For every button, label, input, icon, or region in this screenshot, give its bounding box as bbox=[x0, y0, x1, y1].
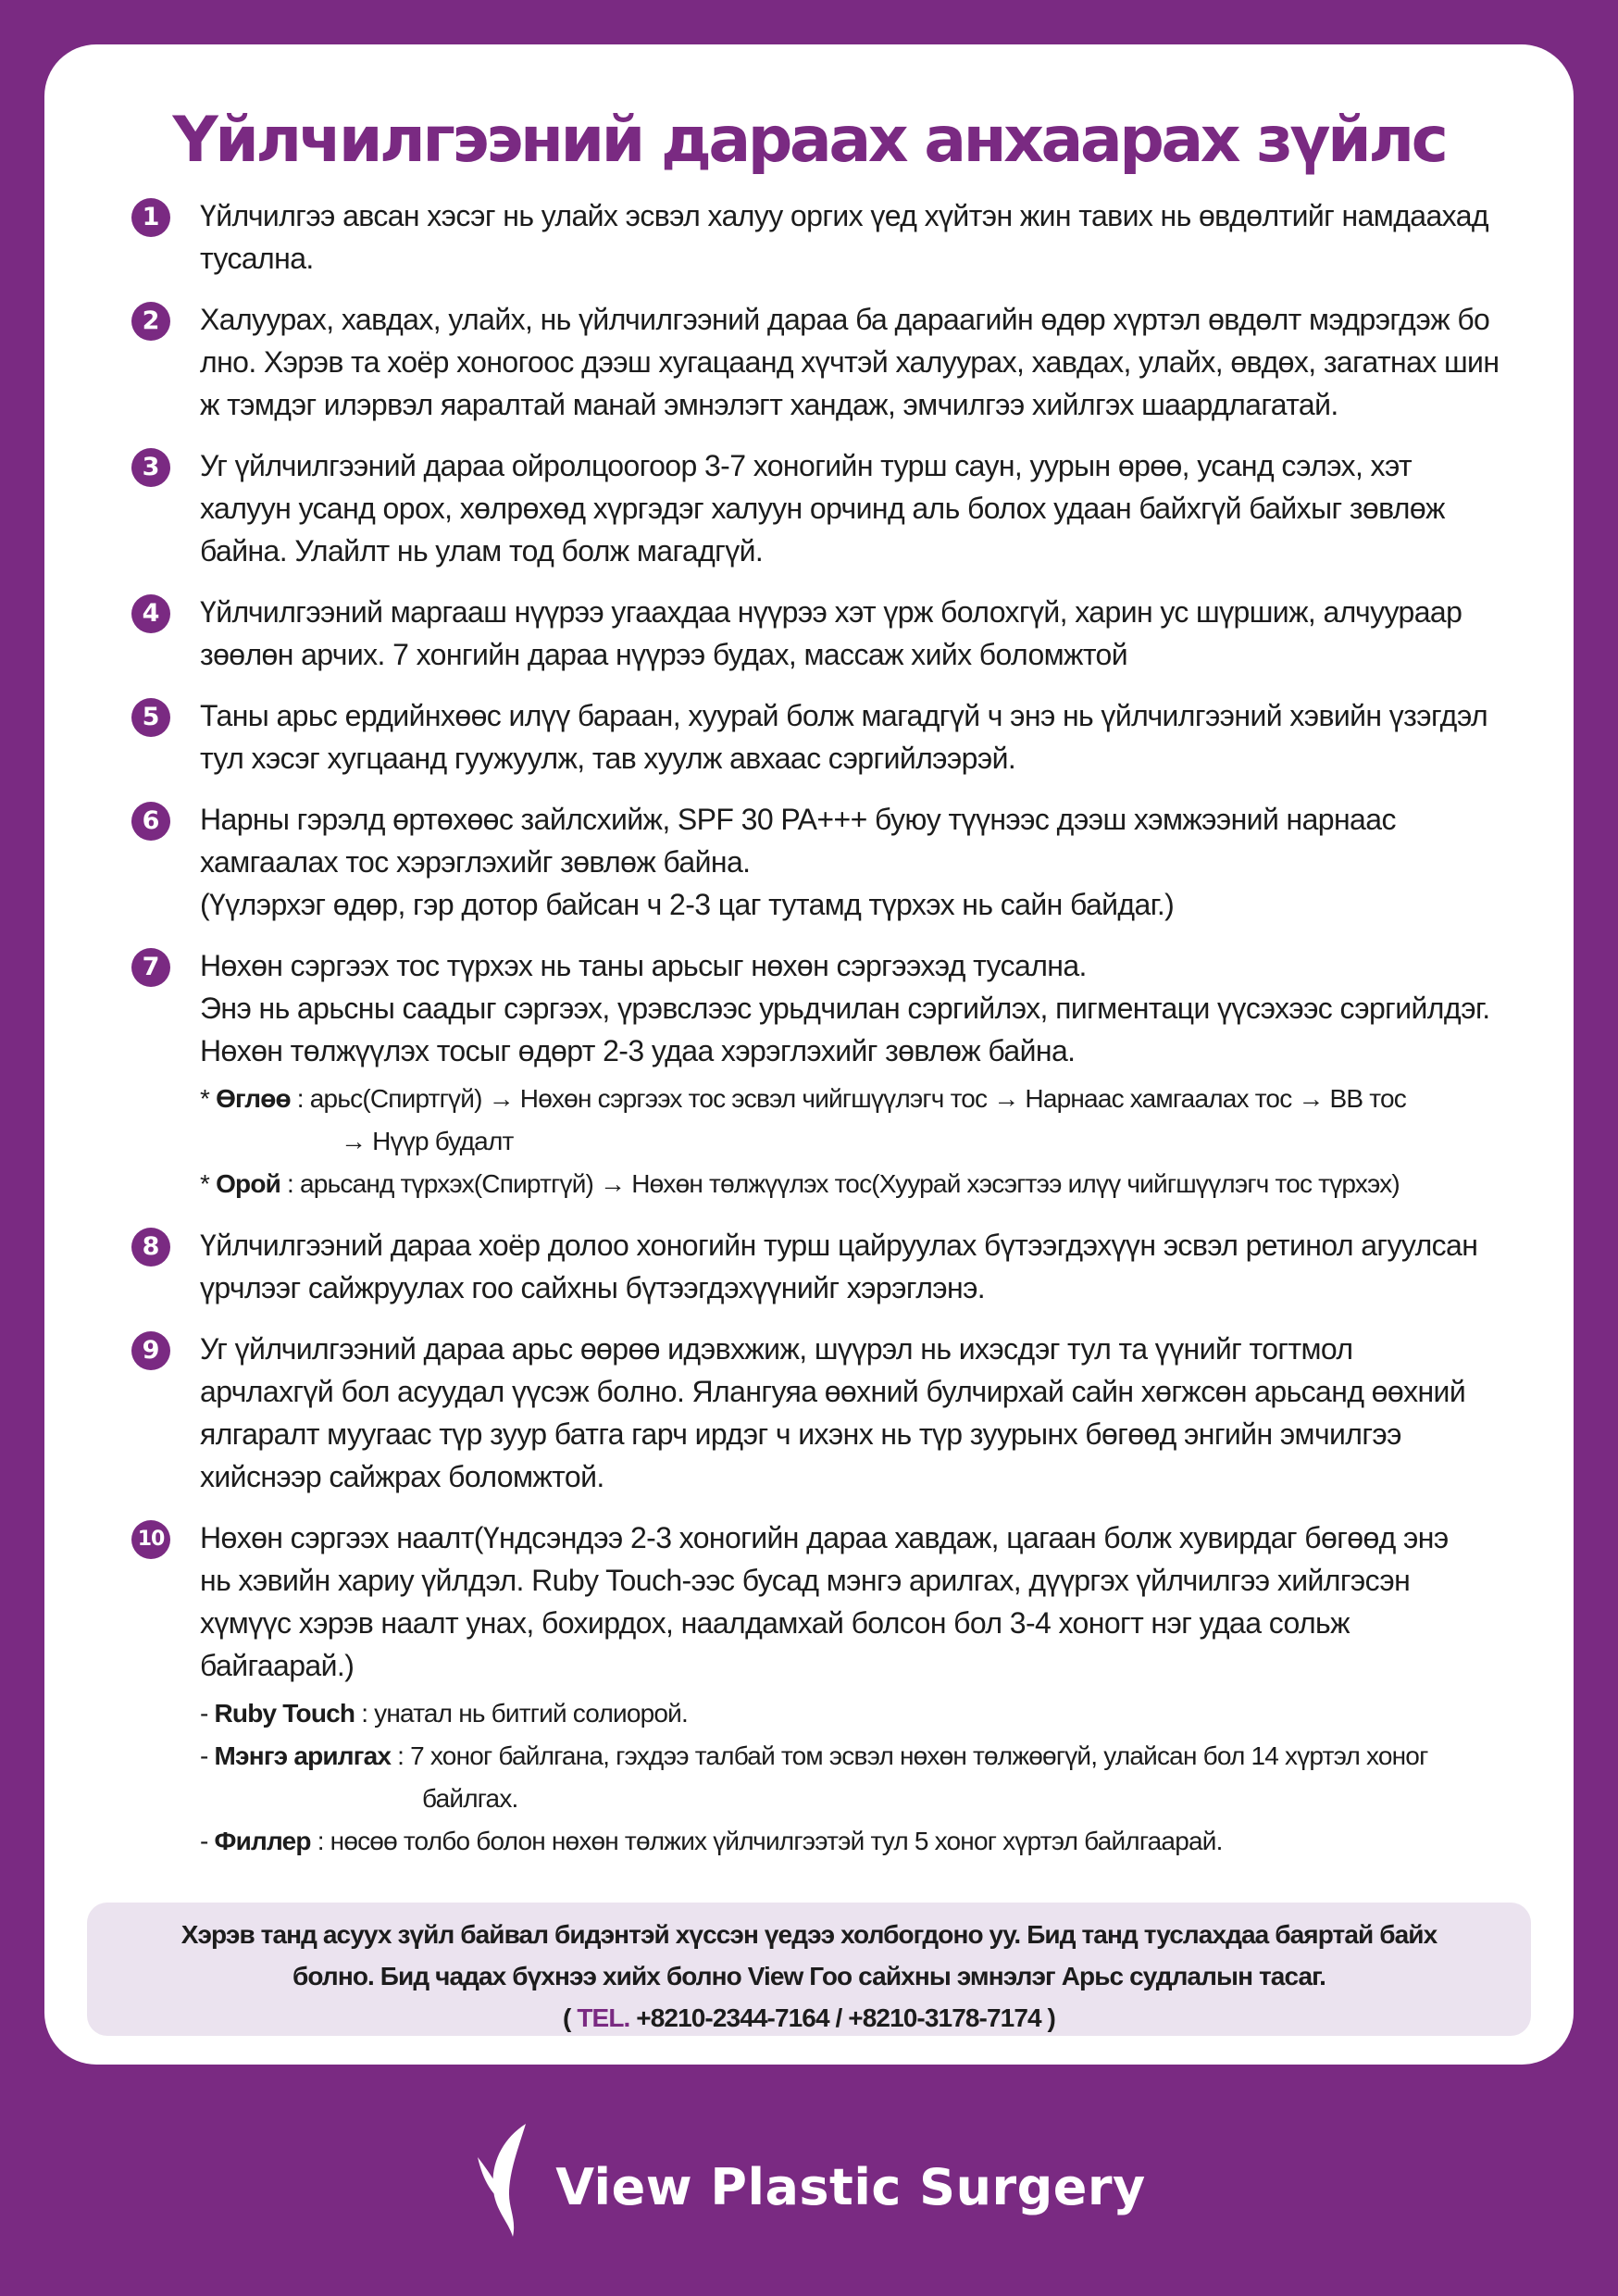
contact-line-1: Хэрэв танд асуух зүйл байвал бидэнтэй хүссэн үедээ холбогдоно уу. Бид танд туслахдаа баяртай байх bbox=[180, 1920, 1438, 1949]
sub-separator: : bbox=[310, 1827, 330, 1855]
item-line: хамгаалах тос хэрэглэхийг зөвлөж байна. bbox=[200, 845, 751, 879]
item-line: Нөхөн төлжүүлэх тосыг өдөрт 2-3 удаа хэрэглэхийг зөвлөж байна. bbox=[200, 1034, 1076, 1067]
item-line: Үйлчилгээний маргааш нүүрээ угаахдаа нүүрээ хэт үрж болохгүй, харин ус шүршиж, алчуураар bbox=[200, 595, 1462, 629]
contact-phone bbox=[87, 1997, 1531, 2039]
list-item bbox=[91, 1516, 1531, 1863]
sub-text: арьсанд түрхэх(Спиртгүй) → Нөхөн төлжүүлэх тос(Хуурай хэсэгтээ илүү чийгшүүлэгч тос түрхэх) bbox=[300, 1169, 1400, 1198]
tel-open: ( bbox=[563, 2003, 578, 2032]
sub-list bbox=[200, 1078, 1531, 1205]
list-item bbox=[91, 194, 1531, 280]
item-line: нь хэвийн хариу үйлдэл. Ruby Touch-ээс бусад мэнгэ арилгах, дүүргэх үйлчилгээ хийлгэсэн bbox=[200, 1564, 1411, 1597]
item-text bbox=[200, 944, 1531, 1205]
sub-continuation: байлгах. bbox=[422, 1784, 518, 1813]
item-text bbox=[200, 1516, 1531, 1863]
item-line: Халуурах, хавдах, улайх, нь үйлчилгээний дараа ба дараагийн өдөр хүртэл өвдөлт мэдрэгдэж бо bbox=[200, 303, 1490, 336]
list-item bbox=[91, 591, 1531, 676]
item-number-badge: 9 bbox=[131, 1331, 170, 1370]
sub-prefix: * bbox=[200, 1169, 217, 1198]
item-line: зөөлөн арчих. 7 хонгийн дараа нүүрээ будах, массаж хийх боломжтой bbox=[200, 638, 1128, 671]
item-number-badge: 8 bbox=[131, 1228, 170, 1267]
sub-separator: : bbox=[391, 1741, 411, 1770]
item-line: хүмүүс хэрэв наалт унах, бохирдох, наалдамхай болсон бол 3-4 хоногт нэг удаа сольж bbox=[200, 1606, 1350, 1640]
list-item bbox=[91, 798, 1531, 926]
item-number-badge: 10 bbox=[131, 1520, 170, 1559]
item-line: (Үүлэрхэг өдөр, гэр дотор байсан ч 2-3 цаг тутамд түрхэх нь сайн байдаг.) bbox=[200, 888, 1175, 921]
sub-separator: : bbox=[290, 1084, 310, 1113]
sub-separator: : bbox=[355, 1699, 375, 1728]
sub-label: Орой bbox=[216, 1169, 281, 1198]
item-line: Үйлчилгээний дараа хоёр долоо хоногийн турш цайруулах бүтээгдэхүүн эсвэл ретинол агуулсан bbox=[200, 1229, 1478, 1262]
content-card bbox=[44, 44, 1574, 2065]
sub-item bbox=[200, 1820, 1531, 1863]
sub-item bbox=[200, 1692, 1531, 1735]
tel-numbers: +8210-2344-7164 / +8210-3178-7174 ) bbox=[629, 2003, 1055, 2032]
sub-item bbox=[200, 1078, 1531, 1163]
item-line: байна. Улайлт нь улам тод болж магадгүй. bbox=[200, 534, 764, 568]
page-title: Үйлчилгээний дараах анхаарах зүйлс bbox=[172, 104, 1446, 177]
item-line: Энэ нь арьсны саадыг сэргээх, үрэвслээс урьдчилан сэргийлэх, пигментаци үүсэхээс сэргийлдэг. bbox=[200, 992, 1490, 1025]
item-line: ж тэмдэг илэрвэл яаралтай манай эмнэлэгт хандаж, эмчилгээ хийлгэх шаардлагатай. bbox=[200, 388, 1338, 421]
item-line: лно. Хэрэв та хоёр хоногоос дээш хугацаанд хүчтэй халуурах, хавдах, улайх, өвдөх, загатнах шин bbox=[200, 345, 1500, 379]
item-number-badge: 1 bbox=[131, 198, 170, 237]
item-line: Нөхөн сэргээх тос түрхэх нь таны арьсыг нөхөн сэргээхэд тусална. bbox=[200, 949, 1087, 982]
item-line: үрчлээг сайжруулах гоо сайхны бүтээгдэхүүнийг хэрэглэнэ. bbox=[200, 1271, 986, 1304]
sub-prefix: * bbox=[200, 1084, 217, 1113]
item-text bbox=[200, 1224, 1531, 1309]
item-number-badge: 4 bbox=[131, 594, 170, 633]
sub-label: Ruby Touch bbox=[214, 1699, 355, 1728]
item-line: арчлахгүй бол асуудал үүсэж болно. Ялангуяа өөхний булчирхай сайн хөгжсөн арьсанд өөхний bbox=[200, 1375, 1466, 1408]
item-number-badge: 5 bbox=[131, 698, 170, 737]
sub-separator: : bbox=[280, 1169, 301, 1198]
item-text bbox=[200, 798, 1531, 926]
item-number-badge: 3 bbox=[131, 448, 170, 487]
item-line: тусална. bbox=[200, 242, 314, 275]
sub-text: арьс(Спиртгүй) → Нөхөн сэргээх тос эсвэл чийгшүүлэгч тос → Нарнаас хамгаалах тос → BB тос bbox=[309, 1084, 1406, 1113]
sub-list bbox=[200, 1692, 1531, 1863]
item-line: Уг үйлчилгээний дараа арьс өөрөө идэвхжиж, шүүрэл нь ихэсдэг тул та үүнийг тогтмол bbox=[200, 1332, 1353, 1366]
item-text bbox=[200, 298, 1531, 426]
sub-prefix: - bbox=[200, 1699, 215, 1728]
tel-label: TEL. bbox=[577, 2003, 630, 2032]
item-text bbox=[200, 591, 1531, 676]
item-line: Уг үйлчилгээний дараа ойролцоогоор 3-7 хоногийн турш саун, уурын өрөө, усанд сэлэх, хэт bbox=[200, 449, 1413, 482]
list-item bbox=[91, 944, 1531, 1205]
item-line: тул хэсэг хугцаанд гуужуулж, тав хуулж авхаас сэргийлээрэй. bbox=[200, 742, 1016, 775]
item-line: халуун усанд орох, хөлрөхөд хүргэдэг халуун орчинд аль болох удаан байхгүй байхыг зөвлөж bbox=[200, 492, 1445, 525]
list-item bbox=[91, 1328, 1531, 1498]
item-line: байгаарай.) bbox=[200, 1649, 355, 1682]
sub-item bbox=[200, 1735, 1531, 1820]
item-number-badge: 6 bbox=[131, 802, 170, 841]
item-line: Үйлчилгээ авсан хэсэг нь улайх эсвэл халуу оргих үед хүйтэн жин тавих нь өвдөлтийг намдаахад bbox=[200, 199, 1488, 232]
sub-text: 7 хоног байлгана, гэхдээ талбай том эсвэл нөхөн төлжөөгүй, улайсан бол 14 хүртэл хоног bbox=[410, 1741, 1428, 1770]
item-text bbox=[200, 694, 1531, 780]
sub-label: Филлер bbox=[214, 1827, 311, 1855]
item-line: Нөхөн сэргээх наалт(Үндсэндээ 2-3 хоногийн дараа хавдаж, цагаан болж хувирдаг бөгөөд энэ bbox=[200, 1521, 1449, 1554]
brand-footer bbox=[0, 2120, 1618, 2240]
sub-text: нөсөө толбо болон нөхөн төлжих үйлчилгээтэй тул 5 хоног хүртэл байлгаарай. bbox=[330, 1827, 1223, 1855]
sub-item bbox=[200, 1163, 1531, 1205]
item-number-badge: 7 bbox=[131, 948, 170, 987]
list-item bbox=[91, 444, 1531, 572]
list-item bbox=[91, 298, 1531, 426]
list-item bbox=[91, 1224, 1531, 1309]
item-line: хийснээр сайжрах боломжтой. bbox=[200, 1460, 604, 1493]
item-text bbox=[200, 1328, 1531, 1498]
list-item bbox=[91, 694, 1531, 780]
item-text bbox=[200, 444, 1531, 572]
item-line: Таны арьс ердийнхөөс илүү бараан, хуурай болж магадгүй ч энэ нь үйлчилгээний хэвийн үзэгдэл bbox=[200, 699, 1488, 732]
brand-name: View Plastic Surgery bbox=[555, 2157, 1146, 2216]
item-line: ялгаралт муугаас түр зуур батга гарч ирдэг ч ихэнх нь түр зуурынх бөгөөд энгийн эмчилгээ bbox=[200, 1417, 1401, 1451]
feather-leaf-icon bbox=[472, 2120, 539, 2240]
item-text bbox=[200, 194, 1531, 280]
sub-label: Өглөө bbox=[216, 1084, 291, 1113]
sub-continuation: → Нүүр будалт bbox=[341, 1127, 514, 1155]
sub-prefix: - bbox=[200, 1741, 215, 1770]
instruction-list bbox=[91, 194, 1531, 1881]
item-number-badge: 2 bbox=[131, 302, 170, 341]
item-line: Нарны гэрэлд өртөхөөс зайлсхийж, SPF 30 PA+++ буюу түүнээс дээш хэмжээний нарнаас bbox=[200, 803, 1396, 836]
sub-text: унатал нь битгий солиорой. bbox=[374, 1699, 688, 1728]
sub-prefix: - bbox=[200, 1827, 215, 1855]
contact-line-2: болно. Бид чадах бүхнээ хийх болно View Гоо сайхны эмнэлэг Арьс судлалын тасаг. bbox=[292, 1962, 1326, 1990]
contact-panel bbox=[87, 1903, 1531, 2036]
sub-label: Мэнгэ арилгах bbox=[214, 1741, 392, 1770]
